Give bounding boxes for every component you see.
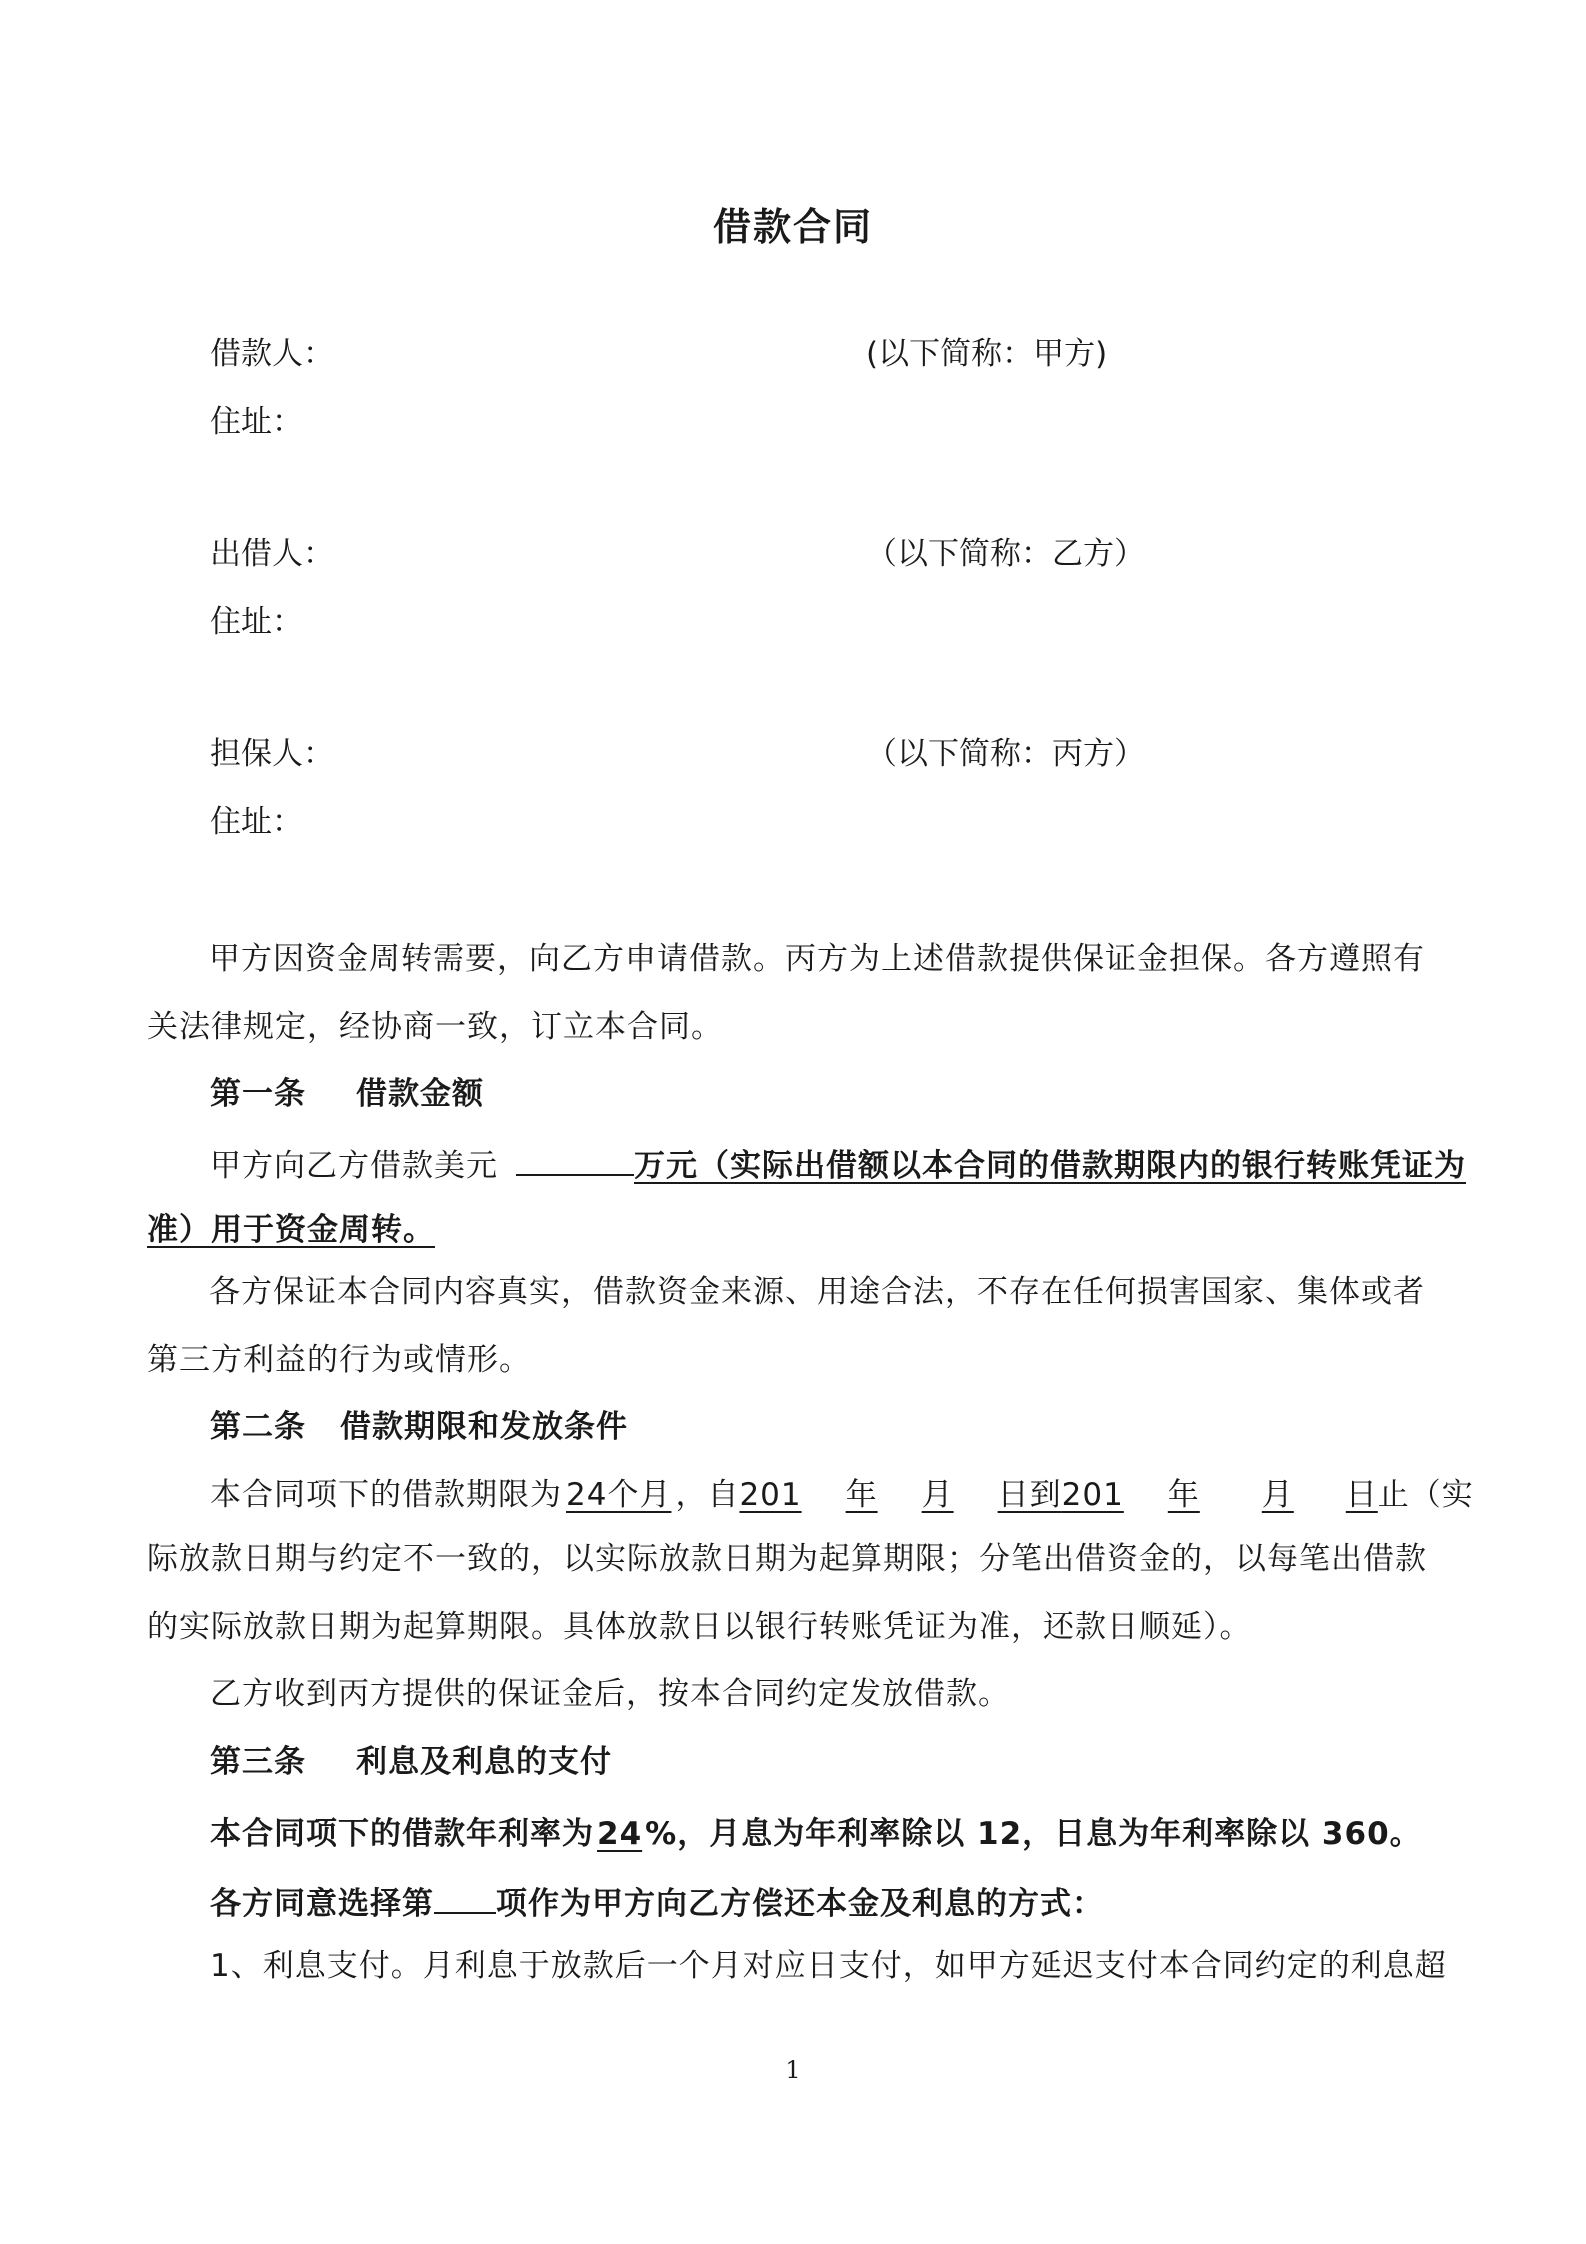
choice-blank	[434, 1878, 496, 1914]
amount-prefix: 甲方向乙方借款美元	[210, 1148, 498, 1184]
choice-suffix: 项作为甲方向乙方偿还本金及利息的方式：	[496, 1886, 1104, 1922]
article2-number: 第二条	[210, 1409, 306, 1445]
article2-title: 借款期限和发放条件	[340, 1409, 628, 1445]
guarantor-alias: （以下简称：丙方）	[866, 736, 1145, 772]
preamble-paragraph: 甲方因资金周转需要，向乙方申请借款。丙方为上述借款提供保证金担保。各方遵照有关法律规定，经协商一致，订立本合同。	[147, 941, 1425, 1045]
rate-value: 24	[597, 1816, 643, 1852]
document-title: 借款合同	[712, 205, 873, 249]
lender-address-label: 住址：	[210, 604, 303, 640]
borrower-label: 借款人：	[210, 336, 334, 372]
term-from: ，自	[675, 1477, 740, 1513]
term-end: 止（实	[1377, 1477, 1474, 1513]
warranty-paragraph: 各方保证本合同内容真实，借款资金来源、用途合法，不存在任何损害国家、集体或者第三方利益的行为或情形。	[147, 1274, 1425, 1378]
amount-blank	[516, 1140, 634, 1176]
start-year: 201	[739, 1477, 802, 1513]
term-line	[210, 1473, 1474, 1517]
end-year: 201	[1061, 1477, 1124, 1513]
amount-suffix-line2: 准）用于资金周转。	[147, 1212, 435, 1248]
release-line: 乙方收到丙方提供的保证金后，按本合同约定发放借款。	[210, 1676, 1010, 1712]
article1-heading	[210, 1072, 484, 1116]
rate-prefix: 本合同项下的借款年利率为	[210, 1816, 594, 1852]
item1-line: 1、利息支付。月利息于放款后一个月对应日支付，如甲方延迟支付本合同约定的利息超	[210, 1948, 1447, 1984]
choice-line	[210, 1878, 1104, 1926]
page-number: 1	[785, 2056, 801, 2084]
guarantor-label: 担保人：	[210, 736, 334, 772]
article3-number: 第三条	[210, 1744, 306, 1780]
start-day-to: 日到	[997, 1477, 1062, 1513]
borrower-address-label: 住址：	[210, 404, 303, 440]
start-month-char: 月	[921, 1477, 954, 1513]
rate-suffix: %，月息为年利率除以 12，日息为年利率除以 360。	[645, 1816, 1422, 1852]
term-dates	[739, 1477, 1377, 1513]
article3-heading	[210, 1740, 612, 1784]
lender-label: 出借人：	[210, 536, 334, 572]
start-year-char: 年	[845, 1477, 878, 1513]
lender-alias: （以下简称：乙方）	[866, 536, 1145, 572]
article1-title: 借款金额	[356, 1076, 484, 1112]
term-prefix: 本合同项下的借款期限为	[210, 1477, 562, 1513]
article1-number: 第一条	[210, 1076, 306, 1112]
choice-prefix: 各方同意选择第	[210, 1886, 434, 1922]
end-year-char: 年	[1167, 1477, 1200, 1513]
amount-line-1	[210, 1140, 1466, 1188]
amount-suffix-line1: 万元（实际出借额以本合同的借款期限内的银行转账凭证为	[634, 1148, 1466, 1184]
guarantor-address-label: 住址：	[210, 804, 303, 840]
term-rest-paragraph: 际放款日期与约定不一致的，以实际放款日期为起算期限；分笔出借资金的，以每笔出借款的实际放款日期为起算期限。具体放款日以银行转账凭证为准，还款日顺延）。	[147, 1541, 1427, 1645]
rate-line	[210, 1812, 1422, 1856]
borrower-alias: (以下简称：甲方)	[866, 336, 1108, 372]
article2-heading	[210, 1405, 628, 1449]
end-month-char: 月	[1261, 1477, 1294, 1513]
term-value: 24个月	[566, 1477, 672, 1513]
article3-title: 利息及利息的支付	[356, 1744, 612, 1780]
end-day-char: 日	[1345, 1477, 1378, 1513]
